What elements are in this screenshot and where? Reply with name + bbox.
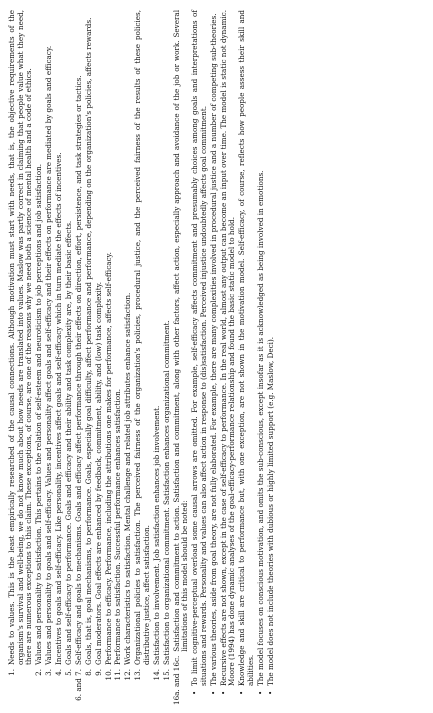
list-item xyxy=(75,10,84,705)
item-text: Performance to satisfaction. Successful performance enhances satisfaction. xyxy=(113,389,123,665)
item-text: Satisfaction to involvement. Job satisfaction enhances job involvement. xyxy=(151,405,161,665)
bullet-item xyxy=(267,10,276,705)
item-number: 16a. and 16c. xyxy=(171,655,181,705)
item-text: Satisfaction and commitment to action. Satisfaction and commitment, along with other factors, affect action, especially approach and avoidance of the job or work. Several limitations of this model should be noted: xyxy=(171,10,190,652)
list-item xyxy=(173,10,190,705)
item-number: 8. xyxy=(83,669,93,676)
item-number: 13. xyxy=(133,669,143,681)
limitations-list xyxy=(191,10,275,705)
bullet-icon: • xyxy=(190,690,200,695)
bullet-icon: • xyxy=(255,690,265,695)
item-text: Values and personality to goals and self-efficacy. Values and personality affect goals and self-efficacy and their effects on performance are mediated by goals and efficacy. xyxy=(44,45,54,665)
bullet-item xyxy=(191,10,208,705)
list-item xyxy=(85,10,94,705)
item-text: Organizational policies to satisfaction. The perceived fairness of the organization's policies, procedural justice, and the perceived fairness of the results of these policies, distributive justice, affect satisfaction. xyxy=(133,10,151,665)
bullet-text: The model focuses on conscious motivation, and omits the sub-conscious, except insofar as it is acknowledged as being involved in emotions. xyxy=(255,170,265,686)
list-item xyxy=(134,10,151,705)
bullet-icon: • xyxy=(265,690,275,695)
item-number: 15. xyxy=(161,669,171,681)
list-item xyxy=(105,10,114,705)
list-item xyxy=(45,10,54,705)
list-item xyxy=(95,10,104,705)
bullet-text: Knowledge and skill are critical to performance but, with one exception, are not shown in the motivation model. Self-efficacy, of course, reflects how people assess their skill and abilities. xyxy=(237,10,255,686)
item-number: 14. xyxy=(151,669,161,681)
bullet-text: Recursive effects are not shown, except in the case of self-efficacy to performance. In the real world, almost any output can become an input over time. The model is static not dynamic. Moore (1994) has done dynamic analyses of the goal-efficacy-performance relationship and found the basic static model to hold. xyxy=(218,10,237,686)
item-text: Needs to values. This is the least empirically researched of the causal connections. Although motivation must start with needs, that is, the objective requirements of the organism's survival and well-being, we do not know much about how needs are translated into values. Maslow was partly correct in claiming that people value what they need, there are numerous exceptions to this claim. These exceptions, of course, are one of the reasons why we need both a science of mental health and a code of ethics. xyxy=(7,10,34,665)
list-item xyxy=(8,10,34,705)
bullet-text: The various theories, aside from goal theory, are not fully elaborated. For example, there are many complexities involved in procedural justice and a number of competing sub-theories. xyxy=(208,13,218,686)
item-number: 11. xyxy=(113,669,123,681)
bullet-icon: • xyxy=(208,690,218,695)
item-text: Incentives to goals and self-efficacy. Like personality, incentives affect goals and self-efficacy which in turn mediate the effects of incentives. xyxy=(54,152,64,665)
list-item xyxy=(163,10,172,705)
bullet-text: To limit cognitive-perceptual overload some causal arrows are omitted. For example, self-efficacy affects commitment and presumably choices among goals and interpretations of situations and rewards. Personality and values can also affect action in response to (dis)satisfaction. Perceived injustice undoubtedly affects goal commitment. xyxy=(190,10,208,686)
item-text: Self-efficacy and goals to mechanisms. Goals and efficacy affect performance through their effects on direction, effort, persistence, and task strategies or tactics. xyxy=(73,75,83,665)
bullet-text: The model does not include theories with dubious or highly limited support (e.g. Maslow, Deci). xyxy=(265,336,275,686)
bullet-icon: • xyxy=(218,690,228,695)
bullet-icon: • xyxy=(237,690,247,695)
bullet-item xyxy=(257,10,266,705)
list-item xyxy=(35,10,44,705)
list-item xyxy=(65,10,74,705)
item-text: Goals, that is, goal mechanisms, to performance. Goals, especially goal difficulty, affect performance and performance, depending on the organization's policies, affects rewards. xyxy=(83,17,93,665)
list-item xyxy=(153,10,162,705)
item-number: 2. xyxy=(34,669,44,676)
item-number: 4. xyxy=(54,669,64,676)
item-number: 9. xyxy=(93,669,103,676)
item-text: Goals and self-efficacy to performance. Goals and efficacy and their ability and task complexity are, by their basic effects. xyxy=(63,220,73,665)
bullet-item xyxy=(220,10,237,705)
item-number: 10. xyxy=(103,669,113,681)
list-item xyxy=(124,10,133,705)
item-number: 5. xyxy=(63,669,73,676)
item-number: 3. xyxy=(44,669,54,676)
bullet-item xyxy=(210,10,219,705)
item-text: Satisfaction to organizational commitment. Satisfaction enhances organizational commitment. xyxy=(161,320,171,665)
list-item xyxy=(114,10,123,705)
item-text: Values and personality to satisfaction. This pertains to the relation of self-esteem and neuroticism to job perceptions and job satisfaction. xyxy=(34,163,44,665)
bullet-item xyxy=(238,10,255,705)
item-text: Performance to efficacy. Performance, including the attributions one makes for performance, affects self-efficacy. xyxy=(103,252,113,665)
item-number: 12. xyxy=(123,669,133,681)
item-number: 6. and 7. xyxy=(73,669,83,701)
item-text: Work characteristics to satisfaction. Mental challenge and related job attributes enhance satisfaction. xyxy=(123,292,133,665)
item-number: 1. xyxy=(7,669,16,676)
item-text: Goal moderators. Goal effects are enhanced by feedback, commitment, ability, and (low) task complexity. xyxy=(93,282,103,665)
numbered-list xyxy=(8,10,190,705)
list-item xyxy=(55,10,64,705)
